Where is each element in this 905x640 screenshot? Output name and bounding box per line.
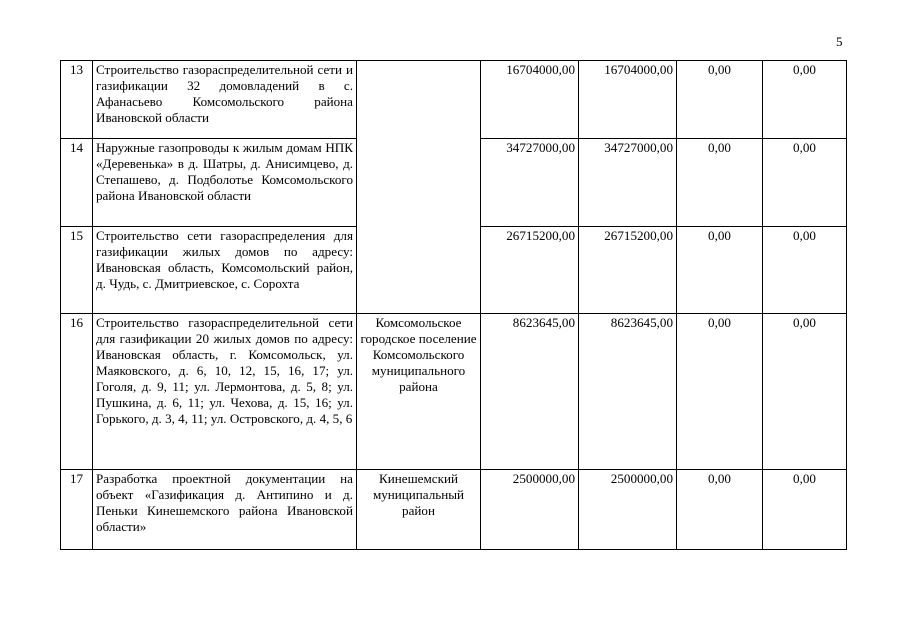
amount-col3: 0,00 [677, 470, 763, 550]
amount-col4: 0,00 [763, 139, 847, 227]
program-table [60, 60, 847, 550]
table-row [61, 314, 847, 470]
amount-col4: 0,00 [763, 61, 847, 139]
amount-col4: 0,00 [763, 470, 847, 550]
executor-cell: Комсомольское городское поселение Комсомольского муниципального района [357, 314, 481, 470]
total-amount: 8623645,00 [481, 314, 579, 470]
object-name [93, 470, 357, 550]
amount-col3: 0,00 [677, 227, 763, 314]
row-number: 15 [61, 227, 93, 314]
object-name-text: Разработка проектной документации на объект «Газификация д. Антипино и д. Пеньки Кинешемского района Ивановской области» [96, 471, 353, 534]
total-amount: 26715200,00 [481, 227, 579, 314]
amount-col2: 8623645,00 [579, 314, 677, 470]
amount-col3: 0,00 [677, 314, 763, 470]
row-number: 14 [61, 139, 93, 227]
row-number: 17 [61, 470, 93, 550]
executor-cell: Кинешемский муниципальный район [357, 470, 481, 550]
table-row [61, 61, 847, 139]
row-number: 16 [61, 314, 93, 470]
object-name [93, 139, 357, 227]
object-name [93, 227, 357, 314]
total-amount: 34727000,00 [481, 139, 579, 227]
executor-cell [357, 61, 481, 314]
table-row [61, 470, 847, 550]
total-amount: 2500000,00 [481, 470, 579, 550]
amount-col2: 16704000,00 [579, 61, 677, 139]
object-name [93, 61, 357, 139]
total-amount: 16704000,00 [481, 61, 579, 139]
amount-col4: 0,00 [763, 314, 847, 470]
row-number: 13 [61, 61, 93, 139]
amount-col4: 0,00 [763, 227, 847, 314]
object-name-text: Строительство газораспределительной сети и газификации 32 домовладений в с. Афанасьево Комсомольского района Ивановской области [96, 62, 353, 125]
amount-col2: 2500000,00 [579, 470, 677, 550]
amount-col2: 34727000,00 [579, 139, 677, 227]
object-name-text: Строительство сети газораспределения для газификации жилых домов по адресу: Ивановская область, Комсомольский район, д. Чудь, с. Дмитриевское, с. Сорохта [96, 228, 353, 291]
page-number: 5 [836, 34, 843, 49]
object-name-text: Строительство газораспределительной сети для газификации 20 жилых домов по адресу: Ивановская область, г. Комсомольск, ул. Маяковского, д. 6, 10, 12, 15, 16, 17; ул. Гоголя, д. 9, 11; ул. Лермонтова, д. 5, 8; ул. Пушкина, д. 6, 11; ул. Чехова, д. 15, 16; ул. Горького, д. 3, 4, 11; ул. Островского, д. 4, 5, 6 [96, 315, 353, 426]
amount-col3: 0,00 [677, 61, 763, 139]
amount-col2: 26715200,00 [579, 227, 677, 314]
amount-col3: 0,00 [677, 139, 763, 227]
object-name [93, 314, 357, 470]
object-name-text: Наружные газопроводы к жилым домам НПК «Деревенька» в д. Шатры, д. Анисимцево, д. Степашево, д. Подболотье Комсомольского района Ивановской области [96, 140, 353, 203]
